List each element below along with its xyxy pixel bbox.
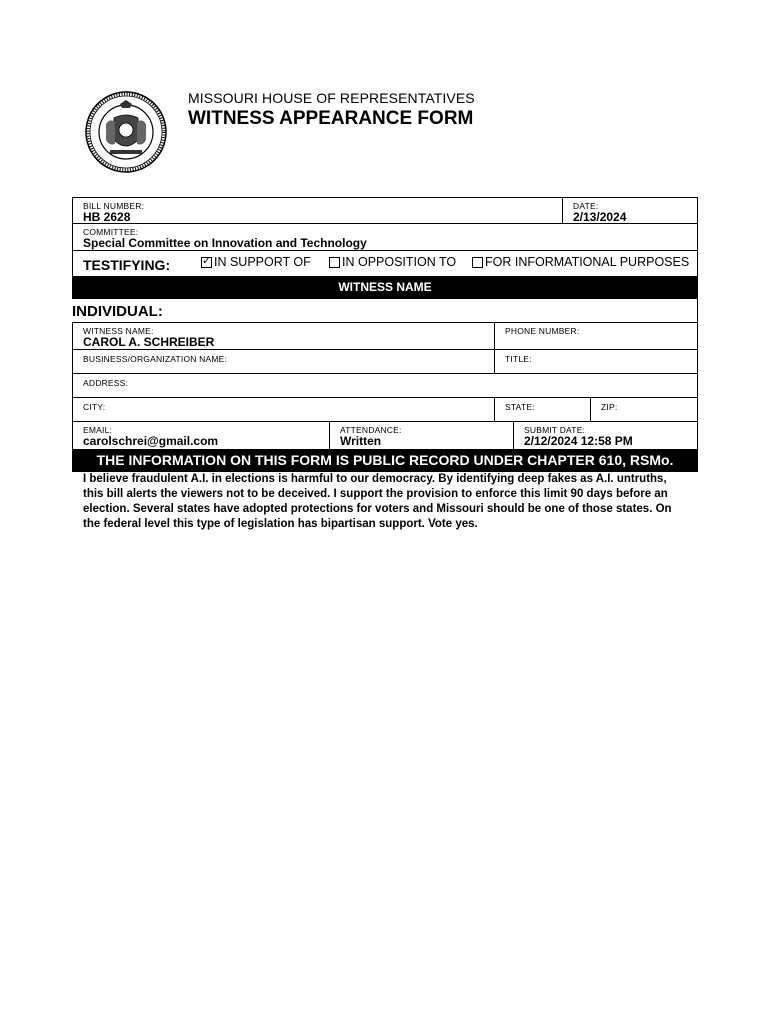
committee-value: Special Committee on Innovation and Technology — [83, 236, 367, 250]
witness-name-row — [72, 323, 698, 350]
email-value: carolschrei@gmail.com — [83, 434, 219, 448]
option-in-opposition[interactable] — [329, 255, 456, 269]
public-record-notice: THE INFORMATION ON THIS FORM IS PUBLIC RECORD UNDER CHAPTER 610, RSMo. — [96, 452, 674, 468]
zip-label: ZIP: — [601, 402, 618, 412]
witness-name-value: CAROL A. SCHREIBER — [83, 335, 215, 349]
organization-name: MISSOURI HOUSE OF REPRESENTATIVES — [188, 90, 475, 106]
form-title: WITNESS APPEARANCE FORM — [188, 108, 474, 129]
individual-label: INDIVIDUAL: — [72, 303, 163, 320]
opposition-checkbox[interactable] — [329, 257, 340, 268]
witness-form — [72, 197, 698, 472]
submit-date-value: 2/12/2024 12:58 PM — [524, 434, 633, 448]
address-label: ADDRESS: — [83, 378, 129, 388]
bill-row — [72, 197, 698, 224]
informational-checkbox[interactable] — [472, 257, 483, 268]
individual-row — [72, 299, 698, 323]
title-label: TITLE: — [505, 354, 532, 364]
committee-label: COMMITTEE: — [83, 227, 139, 237]
date-value: 2/13/2024 — [573, 210, 627, 224]
committee-field[interactable] — [73, 224, 697, 250]
informational-label: FOR INFORMATIONAL PURPOSES — [485, 255, 690, 269]
attendance-field[interactable] — [329, 422, 513, 449]
email-field[interactable] — [73, 422, 329, 449]
email-row — [72, 422, 698, 449]
checkmark-icon: ✓ — [202, 254, 212, 267]
witness-section-title: WITNESS NAME — [338, 280, 432, 294]
phone-label: PHONE NUMBER: — [505, 326, 580, 336]
submit-date-field[interactable] — [513, 422, 697, 449]
option-in-support[interactable] — [201, 255, 311, 269]
testimony-comment: I believe fraudulent A.I. in elections is harmful to our democracy. By identifying deep fakes as A.I. untruths, this bill alerts the viewers not to be deceived. I support the provision to enforce this limit 90 days before an election. Several states have adopted protections for voters and Missouri should be one of those states. On the federal level this type of legislation has bipartisan support. Vote yes. — [83, 473, 672, 530]
date-field[interactable] — [562, 198, 697, 223]
email-label: EMAIL: — [83, 425, 113, 435]
bill-number-value: HB 2628 — [83, 210, 131, 224]
state-field[interactable] — [494, 398, 590, 421]
missouri-house-seal — [84, 90, 168, 174]
address-row — [72, 374, 698, 398]
bill-number-field[interactable] — [73, 198, 562, 223]
opposition-label: IN OPPOSITION TO — [342, 255, 457, 269]
phone-field[interactable] — [494, 323, 697, 349]
support-checkbox[interactable] — [201, 254, 212, 268]
zip-field[interactable] — [590, 398, 697, 421]
witness-name-field[interactable] — [73, 323, 494, 349]
city-row — [72, 398, 698, 422]
support-label: IN SUPPORT OF — [214, 255, 311, 269]
testifying-label: TESTIFYING: — [83, 257, 171, 273]
witness-name-bar — [72, 276, 698, 299]
submit-date-label: SUBMIT DATE: — [524, 425, 586, 435]
committee-row — [72, 224, 698, 251]
state-label: STATE: — [505, 402, 535, 412]
business-label: BUSINESS/ORGANIZATION NAME: — [83, 354, 228, 364]
date-label: DATE: — [573, 201, 599, 211]
address-field[interactable] — [73, 374, 697, 397]
option-informational[interactable] — [472, 255, 689, 269]
bill-number-label: BILL NUMBER: — [83, 201, 145, 211]
title-field[interactable] — [494, 350, 697, 373]
witness-name-label: WITNESS NAME: — [83, 326, 154, 336]
business-field[interactable] — [73, 350, 494, 373]
attendance-label: ATTENDANCE: — [340, 425, 402, 435]
testifying-row — [72, 251, 698, 276]
city-field[interactable] — [73, 398, 494, 421]
business-row — [72, 350, 698, 374]
city-label: CITY: — [83, 402, 106, 412]
public-record-bar — [72, 449, 698, 472]
attendance-value: Written — [340, 434, 382, 448]
